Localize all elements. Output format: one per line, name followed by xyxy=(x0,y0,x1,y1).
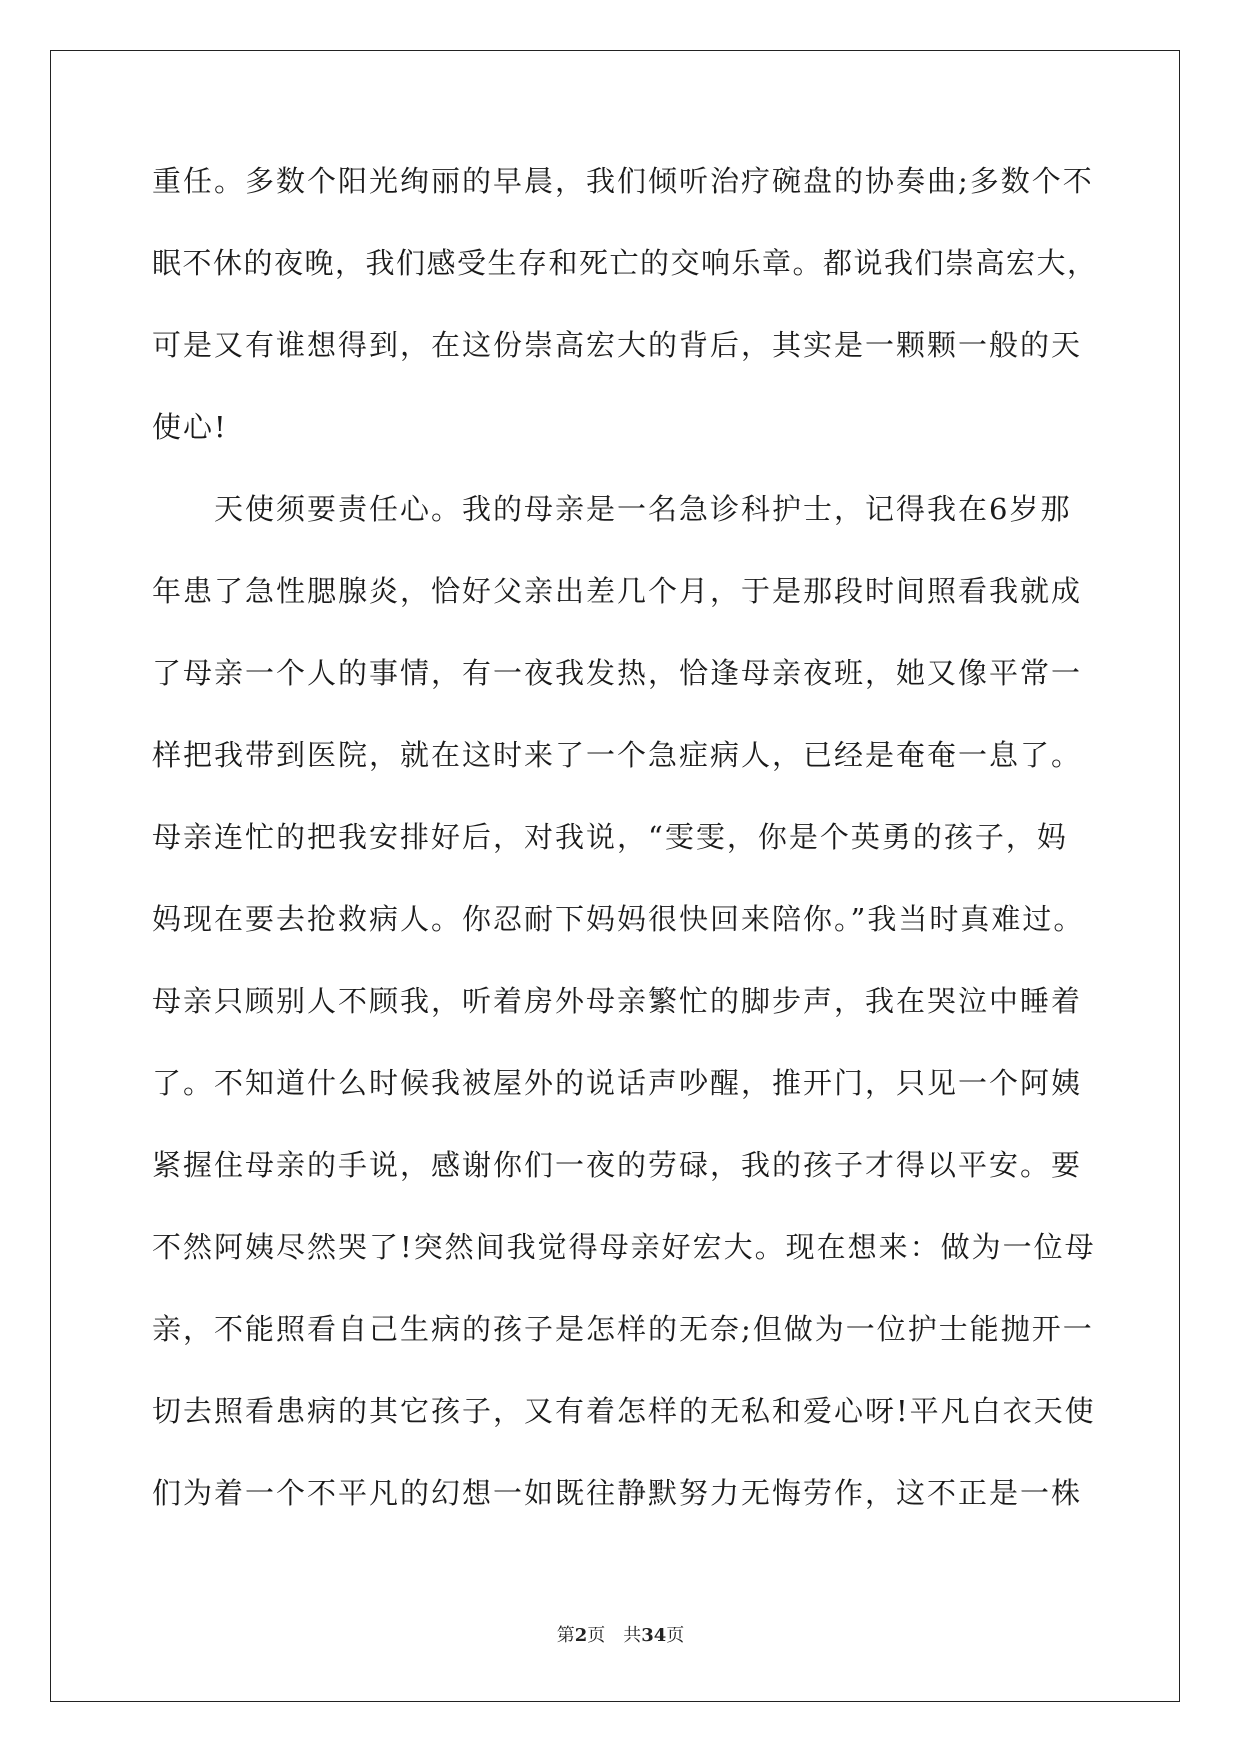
text-line: 紧握住母亲的手说，感谢你们一夜的劳碌，我的孩子才得以平安。要 xyxy=(152,1148,1083,1182)
text-line: 妈现在要去抢救病人。你忍耐下妈妈很快回来陪你。”我当时真难过。 xyxy=(152,902,1085,936)
text-line: 重任。多数个阳光绚丽的早晨，我们倾听治疗碗盘的协奏曲;多数个不 xyxy=(152,164,1094,198)
text-line: 了母亲一个人的事情，有一夜我发热，恰逢母亲夜班，她又像平常一 xyxy=(152,656,1083,690)
text-line: 了。不知道什么时候我被屋外的说话声吵醒，推开门，只见一个阿姨 xyxy=(152,1066,1083,1100)
text-line: 使心! xyxy=(152,410,228,444)
text-line: 眠不休的夜晚，我们感受生存和死亡的交响乐章。都说我们崇高宏大， xyxy=(152,246,1098,280)
text-line: 可是又有谁想得到，在这份崇高宏大的背后，其实是一颗颗一般的天 xyxy=(152,328,1083,362)
text-line: 年患了急性腮腺炎，恰好父亲出差几个月，于是那段时间照看我就成 xyxy=(152,574,1083,608)
page-number: 2 xyxy=(574,1625,588,1646)
text-line: 不然阿姨尽然哭了!突然间我觉得母亲好宏大。现在想来：做为一位母 xyxy=(152,1230,1096,1264)
document-body xyxy=(152,160,1102,1554)
page-suffix: 页 xyxy=(587,1625,606,1646)
text-line: 样把我带到医院，就在这时来了一个急症病人，已经是奄奄一息了。 xyxy=(152,738,1083,772)
text-line: 母亲只顾别人不顾我，听着房外母亲繁忙的脚步声，我在哭泣中睡着 xyxy=(152,984,1083,1018)
text-line: 天使须要责任心。我的母亲是一名急诊科护士，记得我在6岁那 xyxy=(152,492,1072,526)
text-line: 亲，不能照看自己生病的孩子是怎样的无奈;但做为一位护士能抛开一 xyxy=(152,1312,1094,1346)
total-suffix: 页 xyxy=(666,1625,685,1646)
total-prefix: 共 xyxy=(623,1625,642,1646)
page-prefix: 第 xyxy=(556,1625,575,1646)
text-line: 母亲连忙的把我安排好后，对我说，“雯雯，你是个英勇的孩子，妈 xyxy=(152,820,1068,854)
page-footer xyxy=(0,1624,1241,1648)
text-line: 切去照看患病的其它孩子，又有着怎样的无私和爱心呀!平凡白衣天使 xyxy=(152,1394,1096,1428)
text-line: 们为着一个不平凡的幻想一如既往静默努力无悔劳作，这不正是一株 xyxy=(152,1476,1083,1510)
total-pages: 34 xyxy=(641,1625,667,1646)
